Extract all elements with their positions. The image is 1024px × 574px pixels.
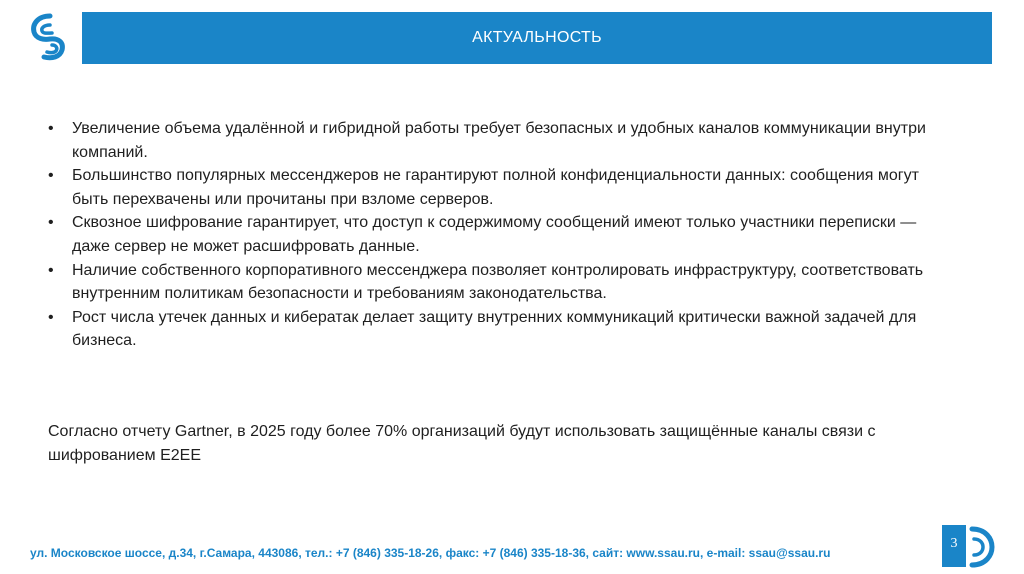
bullet-item: • Большинство популярных мессенджеров не гарантируют полной конфиденциальности данных: сообщения могут быть перехвачены или прочитаны при взломе серверов. (48, 164, 928, 211)
bullet-item: • Рост числа утечек данных и кибератак делает защиту внутренних коммуникаций критически важной задачей для бизнеса. (48, 306, 928, 353)
bullet-item: • Сквозное шифрование гарантирует, что доступ к содержимому сообщений имеют только участники переписки — даже сервер не может расшифровать данные. (48, 211, 928, 258)
bullet-item: • Наличие собственного корпоративного мессенджера позволяет контролировать инфраструктуру, соответствовать внутренним политикам безопасности и требованиям законодательства. (48, 259, 928, 306)
header-bar (82, 12, 992, 64)
page-number-box (942, 525, 966, 567)
page-title: АКТУАЛЬНОСТЬ (472, 29, 602, 46)
page-number: 3 (950, 536, 958, 551)
university-logo-small-icon (968, 525, 996, 569)
university-logo-icon (28, 12, 72, 62)
bullet-item: • Увеличение объема удалённой и гибридной работы требует безопасных и удобных каналов коммуникации внутри компаний. (48, 117, 928, 164)
gartner-note: Согласно отчету Gartner, в 2025 году более 70% организаций будут использовать защищённые каналы связи с шифрованием E2EE (48, 423, 876, 464)
footer-contacts: ул. Московское шоссе, д.34, г.Самара, 443086, тел.: +7 (846) 335-18-26, факс: +7 (846) 335-18-36, сайт: www.ssau.ru, e-mail: ssau@ssau.ru (30, 546, 831, 560)
bullet-list (48, 117, 928, 353)
